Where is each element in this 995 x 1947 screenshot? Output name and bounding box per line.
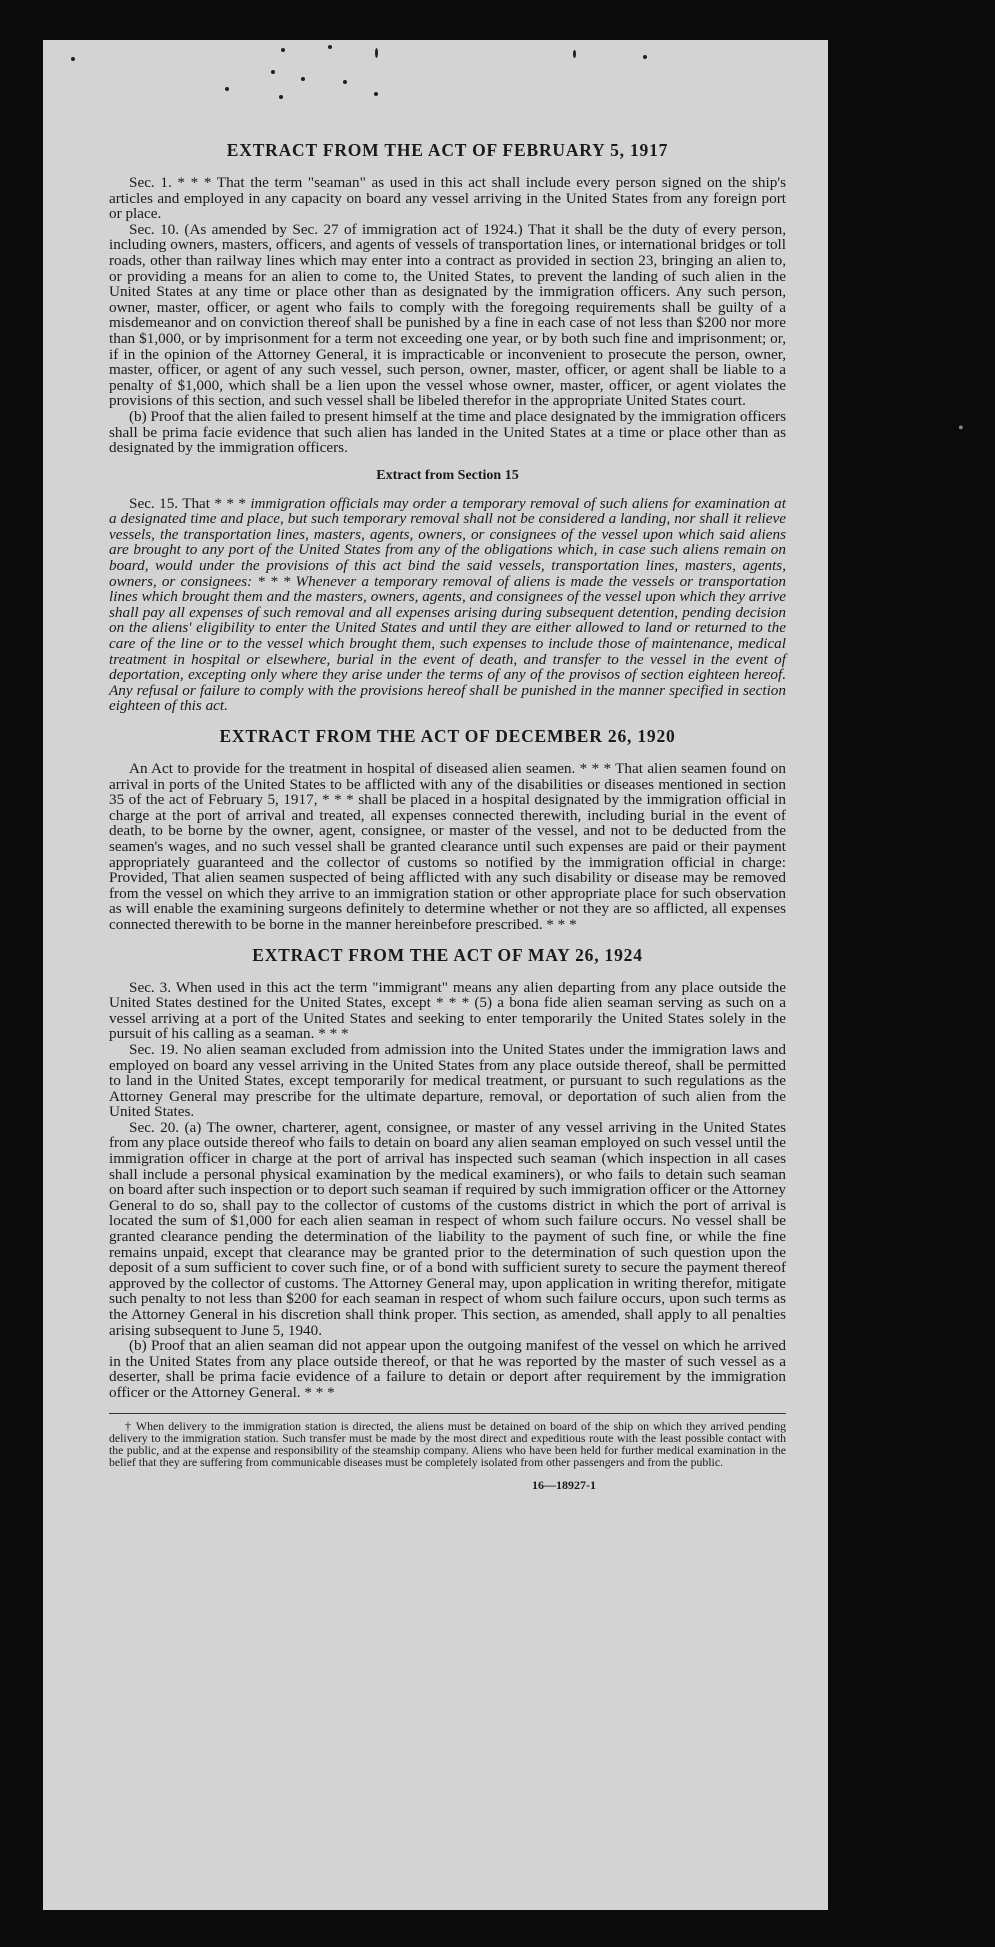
document-page <box>43 40 828 1910</box>
paragraph-sec15 <box>109 496 786 714</box>
margin-mark: • <box>958 420 964 437</box>
footnote: † When delivery to the immigration station is directed, the aliens must be detained on board of the ship on which they arrived pending delivery to the immigration station. Such transfer must be made by the most direct and expeditious route with the least possible contact with the public, and at the expense and responsibility of the steamship company. Aliens who have been held for further medical examination in the belief that they are suffering from communicable diseases must be completely isolated from other passengers and from the public. <box>109 1418 786 1470</box>
form-code: 16—18927-1 <box>532 1478 596 1493</box>
sec15-text: immigration officials may order a temporary removal of such aliens for examination at a designated time and place, but such temporary removal shall not be considered a landing, nor shall it relieve vessels, the transportation lines, masters, agents, owners, or consignees of the vessel upon which said aliens are brought to any port of the United States from any of the obligations which, in case such aliens remain on board, would under the provisions of this act bind the said vessels, transportation lines, masters, agents, owners, or consignees: * * * Whenever a temporary removal of aliens is made the vessels or transportation lines which brought them and the masters, owners, agents, and consignees of the vessel upon which they arrive shall pay all expenses of such removal and all expenses arising during subsequent detention, pending decision on the aliens' eligibility to enter the United States and until they are either allowed to land or returned to the care of the line or to the vessel which brought them, such expenses to include those of maintenance, medical treatment in hospital or elsewhere, burial in the event of death, and transfer to the vessel in the event of deportation, excepting only where they arise under the terms of any of the provisos of section eighteen hereof. Any refusal or failure to comply with the provisions hereof shall be punished in the manner specified in section eighteen of this act. <box>109 494 786 715</box>
sec15-lead: Sec. 15. That * * * <box>129 494 251 512</box>
paragraph-1920: An Act to provide for the treatment in hospital of diseased alien seamen. * * * That alien seamen found on arrival in ports of the United States to be afflicted with any of the disabilities or diseases mentioned in section 35 of the act of February 5, 1917, * * * shall be placed in a hospital designated by the immigration official in charge at the port of arrival and treated, all expenses connected therewith, including burial in the event of death, to be borne by the owner, agent, consignee, or master of the vessel, and not to be deducted from the seamen's wages, and no such vessel shall be granted clearance until such expenses are paid or their payment appropriately guaranteed and the collector of customs so notified by the immigration official in charge: Provided, That alien seamen suspected of being afflicted with any such disability or disease may be removed from the vessel on which they arrive to an immigration station or other appropriate place for such observation as will enable the examining surgeons definitely to determine whether or not they are so afflicted, all expenses connected therewith to be borne in the manner hereinbefore prescribed. * * * <box>109 760 786 933</box>
paragraph-1924-b: (b) Proof that an alien seaman did not appear upon the outgoing manifest of the vessel on which he arrived in the United States from any place outside thereof, or that he was reported by the master of such vessel as a deserter, shall be prima facie evidence of a failure to detain or deport after requirement by the immigration officer or the Attorney General. * * * <box>109 1337 786 1401</box>
heading-act-1924: EXTRACT FROM THE ACT OF MAY 26, 1924 <box>252 944 643 965</box>
heading-section-15: Extract from Section 15 <box>376 467 519 483</box>
paragraph-1924-sec19: Sec. 19. No alien seaman excluded from admission into the United States under the immigration laws and employed on board any vessel arriving in the United States from any place outside thereof, shall be permitted to land in the United States, except temporarily for medical treatment, or pursuant to such regulations as the Attorney General may prescribe for the ultimate departure, removal, or deportation of such alien from the United States. <box>109 1040 786 1121</box>
scan-specks <box>43 40 828 140</box>
paragraph-1917-sec10: Sec. 10. (As amended by Sec. 27 of immigration act of 1924.) That it shall be the duty of every person, including owners, masters, officers, and agents of vessels of transportation lines, or international bridges or toll roads, other than railway lines which may enter into a contract as provided in section 23, bringing an alien to, or providing a means for an alien to come to, the United States, to prevent the landing of such alien in the United States at any time or place other than as designated by the immigration officers. Any such person, owner, master, officer, or agent who fails to comply with the foregoing requirements shall be guilty of a misdemeanor and on conviction thereof shall be punished by a fine in each case of not less than $200 nor more than $1,000, or by imprisonment for a term not exceeding one year, or by both such fine and imprisonment; or, if in the opinion of the Attorney General, it is impracticable or inconvenient to prosecute the person, owner, master, officer, or agent of any such vessel, such person, owner, master, officer, or agent shall be liable to a penalty of $1,000, which shall be a lien upon the vessel whose owner, master, officer, or agent violates the provisions of this section, and such vessel shall be libeled therefor in the appropriate United States court. <box>109 220 786 410</box>
heading-act-1917: EXTRACT FROM THE ACT OF FEBRUARY 5, 1917 <box>226 140 669 160</box>
footnote-divider <box>109 1413 786 1414</box>
paragraph-1924-sec3: Sec. 3. When used in this act the term "immigrant" means any alien departing from any place outside the United States destined for the United States, except * * * (5) a bona fide alien seaman serving as such on a vessel arriving at a port of the United States and seeking to enter temporarily the United States solely in the pursuit of his calling as a seaman. * * * <box>109 978 786 1043</box>
paragraph-1917-sec1: Sec. 1. * * * That the term "seaman" as used in this act shall include every person signed on the ship's articles and employed in any capacity on board any vessel arriving in the United States from any foreign port or place. <box>109 174 786 223</box>
heading-act-1920: EXTRACT FROM THE ACT OF DECEMBER 26, 1920 <box>219 726 676 746</box>
paragraph-1917-b: (b) Proof that the alien failed to present himself at the time and place designated by the immigration officers shall be prima facie evidence that such alien has landed in the United States at a time or place other than as designated by the immigration officers. <box>109 407 786 457</box>
paragraph-1924-sec20: Sec. 20. (a) The owner, charterer, agent, consignee, or master of any vessel arriving in the United States from any place outside thereof who fails to detain on board any alien seaman employed on such vessel until the immigration officer in charge at the port of arrival has inspected such seaman (which inspection in all cases shall include a personal physical examination by the medical examiners), or who fails to detain such seaman on board after such inspection or to deport such seaman if required by such immigration officer or the Attorney General to do so, shall pay to the collector of customs of the customs district in which the port of arrival is located the sum of $1,000 for each alien seaman in respect of whom such failure occurs. No vessel shall be granted clearance pending the determination of the liability to the payment of such fine, or while the fine remains unpaid, except that clearance may be granted prior to the determination of such question upon the deposit of a sum sufficient to cover such fine, or of a bond with sufficient surety to secure the payment thereof approved by the collector of customs. The Attorney General may, upon application in writing therefor, mitigate such penalty to not less than $200 for each seaman in respect of whom such failure occurs, upon such terms as the Attorney General in his discretion shall think proper. This section, as amended, shall apply to all penalties arising subsequent to June 5, 1940. <box>109 1118 786 1339</box>
